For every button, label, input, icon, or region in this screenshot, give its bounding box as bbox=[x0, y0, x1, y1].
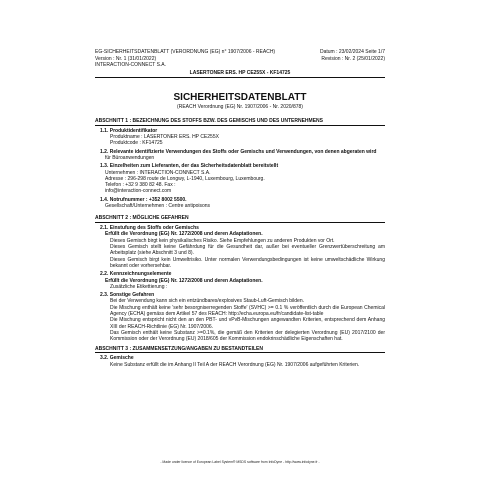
subsection-1-4: 1.4. Notrufnummer : +352 8002 5500. bbox=[100, 196, 187, 203]
section-3-heading: ABSCHNITT 3 : ZUSAMMENSETZUNG/ANGABEN ZU BESTANDTEILEN bbox=[95, 346, 385, 354]
header-right bbox=[320, 49, 385, 62]
subsection-2-1: 2.1. Einstufung des Stoffs oder Gemischs bbox=[100, 225, 199, 232]
subsection-1-2: 1.2. Relevante identifizierte Verwendungen des Stoffs oder Gemischs und Verwendungen, von denen abgeraten wird bbox=[100, 148, 377, 155]
emergency-organisation: Gesellschaft/Unternehmen : Centre antipoisons bbox=[105, 203, 211, 210]
subsection-1-1: 1.1. Produktidentifikator bbox=[100, 127, 158, 134]
other-hazard-dust: Bei der Verwendung kann sich ein entzündbares/explosives Staub-Luft-Gemisch bilden. bbox=[110, 298, 305, 305]
hazard-health: Dieses Gemisch stellt keine Gefährdung für die Gesundheit dar, außer bei eventueller Grenzwertüberschreitung am Arbeitsplatz (siehe Abschnitt 3 und 8). bbox=[110, 244, 385, 257]
supplier-email: info@interaction-connect.com bbox=[105, 188, 172, 195]
product-use: für Büroanwendungen bbox=[105, 154, 155, 161]
other-hazard-pbt: Die Mischung entspricht nicht den an den PBT- und vPvB-Mischungen angewandten Kriterien, entsprechend dem Anhang XIII der REACH-Richtlinie (EG) Nr. 1907/2006. bbox=[110, 317, 385, 330]
hazard-environment: Dieses Gemisch birgt kein Umweltrisiko. Unter normalen Verwendungsbedingungen ist keine umweltschädliche Wirkung bekannt oder vorhersehbar. bbox=[110, 256, 385, 269]
header-version: Version : Nr. 1 (31/01/2022) bbox=[95, 55, 157, 62]
header-date-page: Datum : 23/02/2024 Seite 1/7 bbox=[319, 49, 385, 55]
section-2-heading: ABSCHNITT 2 : MÖGLICHE GEFAHREN bbox=[95, 215, 385, 223]
document-title: SICHERHEITSDATENBLATT bbox=[173, 92, 307, 103]
subsection-1-3: 1.3. Einzelheiten zum Lieferanten, der das Sicherheitsdatenblatt bereitstellt bbox=[100, 163, 279, 170]
document-body bbox=[95, 115, 385, 368]
supplier-phone: Telefon : +32 9 380 82 48. Fax : bbox=[105, 182, 176, 189]
other-hazard-svhc: Die Mischung enthält keine 'sehr besorgniserregenden Stoffe' (SVHC) >= 0.1 % veröffentlich durch die European Chemical Agency (ECHA) gemäss dem Artikel 57 des REACH: http://echa.europa.eu/fr/candidate-list-table bbox=[110, 304, 385, 318]
additional-labelling: Zusätzliche Etikettierung : bbox=[110, 283, 168, 290]
regulation-note-1: Erfüllt die Verordnung (EG) Nr. 1272/2008 und deren Adaptationen. bbox=[105, 231, 263, 238]
regulation-note-2: Erfüllt die Verordnung (EG) Nr. 1272/2008 und deren Adaptationen. bbox=[105, 277, 263, 284]
footer-credit: - Made under licence of European Label System® MSDS software from InfoDyne - http://www.infodyne.fr - bbox=[160, 460, 320, 464]
product-code: Produktcode : KF14725 bbox=[110, 140, 163, 147]
subsection-2-3: 2.3. Sonstige Gefahren bbox=[100, 292, 155, 299]
other-hazard-endocrine: Das Gemisch enthält keine Substanz >=0.1%, die gemäß den Kriterien der delegierten Verordnung (EU) 2017/2100 der Kommission oder der Verordnung (EU) 2018/605 der Kommission endokrinschädliche Eigenschaften hat. bbox=[110, 329, 385, 343]
header-regulation: EG-SICHERHEITSDATENBLATT (VERORDNUNG (EG) n° 1907/2006 - REACH) bbox=[95, 49, 276, 55]
supplier-address: Adresse : 296-298 route de Longwy, L-1940, Luxembourg, Luxembourg. bbox=[105, 175, 265, 182]
header-product: LASERTONER ERS. HP CE255X - KF14725 bbox=[95, 70, 385, 78]
subsection-3-2: 3.2. Gemische bbox=[100, 355, 134, 362]
product-name: Produktname : LASERTONER ERS. HP CE255X bbox=[110, 134, 219, 141]
supplier-company: Unternehmen : INTERACTION-CONNECT S.A. bbox=[105, 169, 211, 176]
header-revision: Revision : Nr. 2 (25/01/2022) bbox=[321, 55, 385, 62]
header-company: INTERACTION-CONNECT S.A. bbox=[95, 62, 167, 69]
header-left bbox=[95, 49, 275, 69]
hazard-physical: Dieses Gemisch birgt kein physikalisches Risiko. Siehe Empfehlungen zu anderen Produkten vor Ort. bbox=[110, 237, 335, 244]
document-subtitle: (REACH Verordnung (EG) Nr. 1907/2006 - Nr. 2020/878) bbox=[177, 104, 303, 110]
section-1-heading: ABSCHNITT 1 : BEZEICHNUNG DES STOFFS BZW. DES GEMISCHS UND DES UNTERNEHMENS bbox=[95, 118, 385, 126]
mixture-note: Keine Substanz erfüllt die im Anhang II Teil A der REACH Verordnung (EG) Nr. 1907/2006 aufgeführten Kriterien. bbox=[110, 361, 360, 368]
subsection-2-2: 2.2. Kennzeichnungselemente bbox=[100, 271, 172, 278]
